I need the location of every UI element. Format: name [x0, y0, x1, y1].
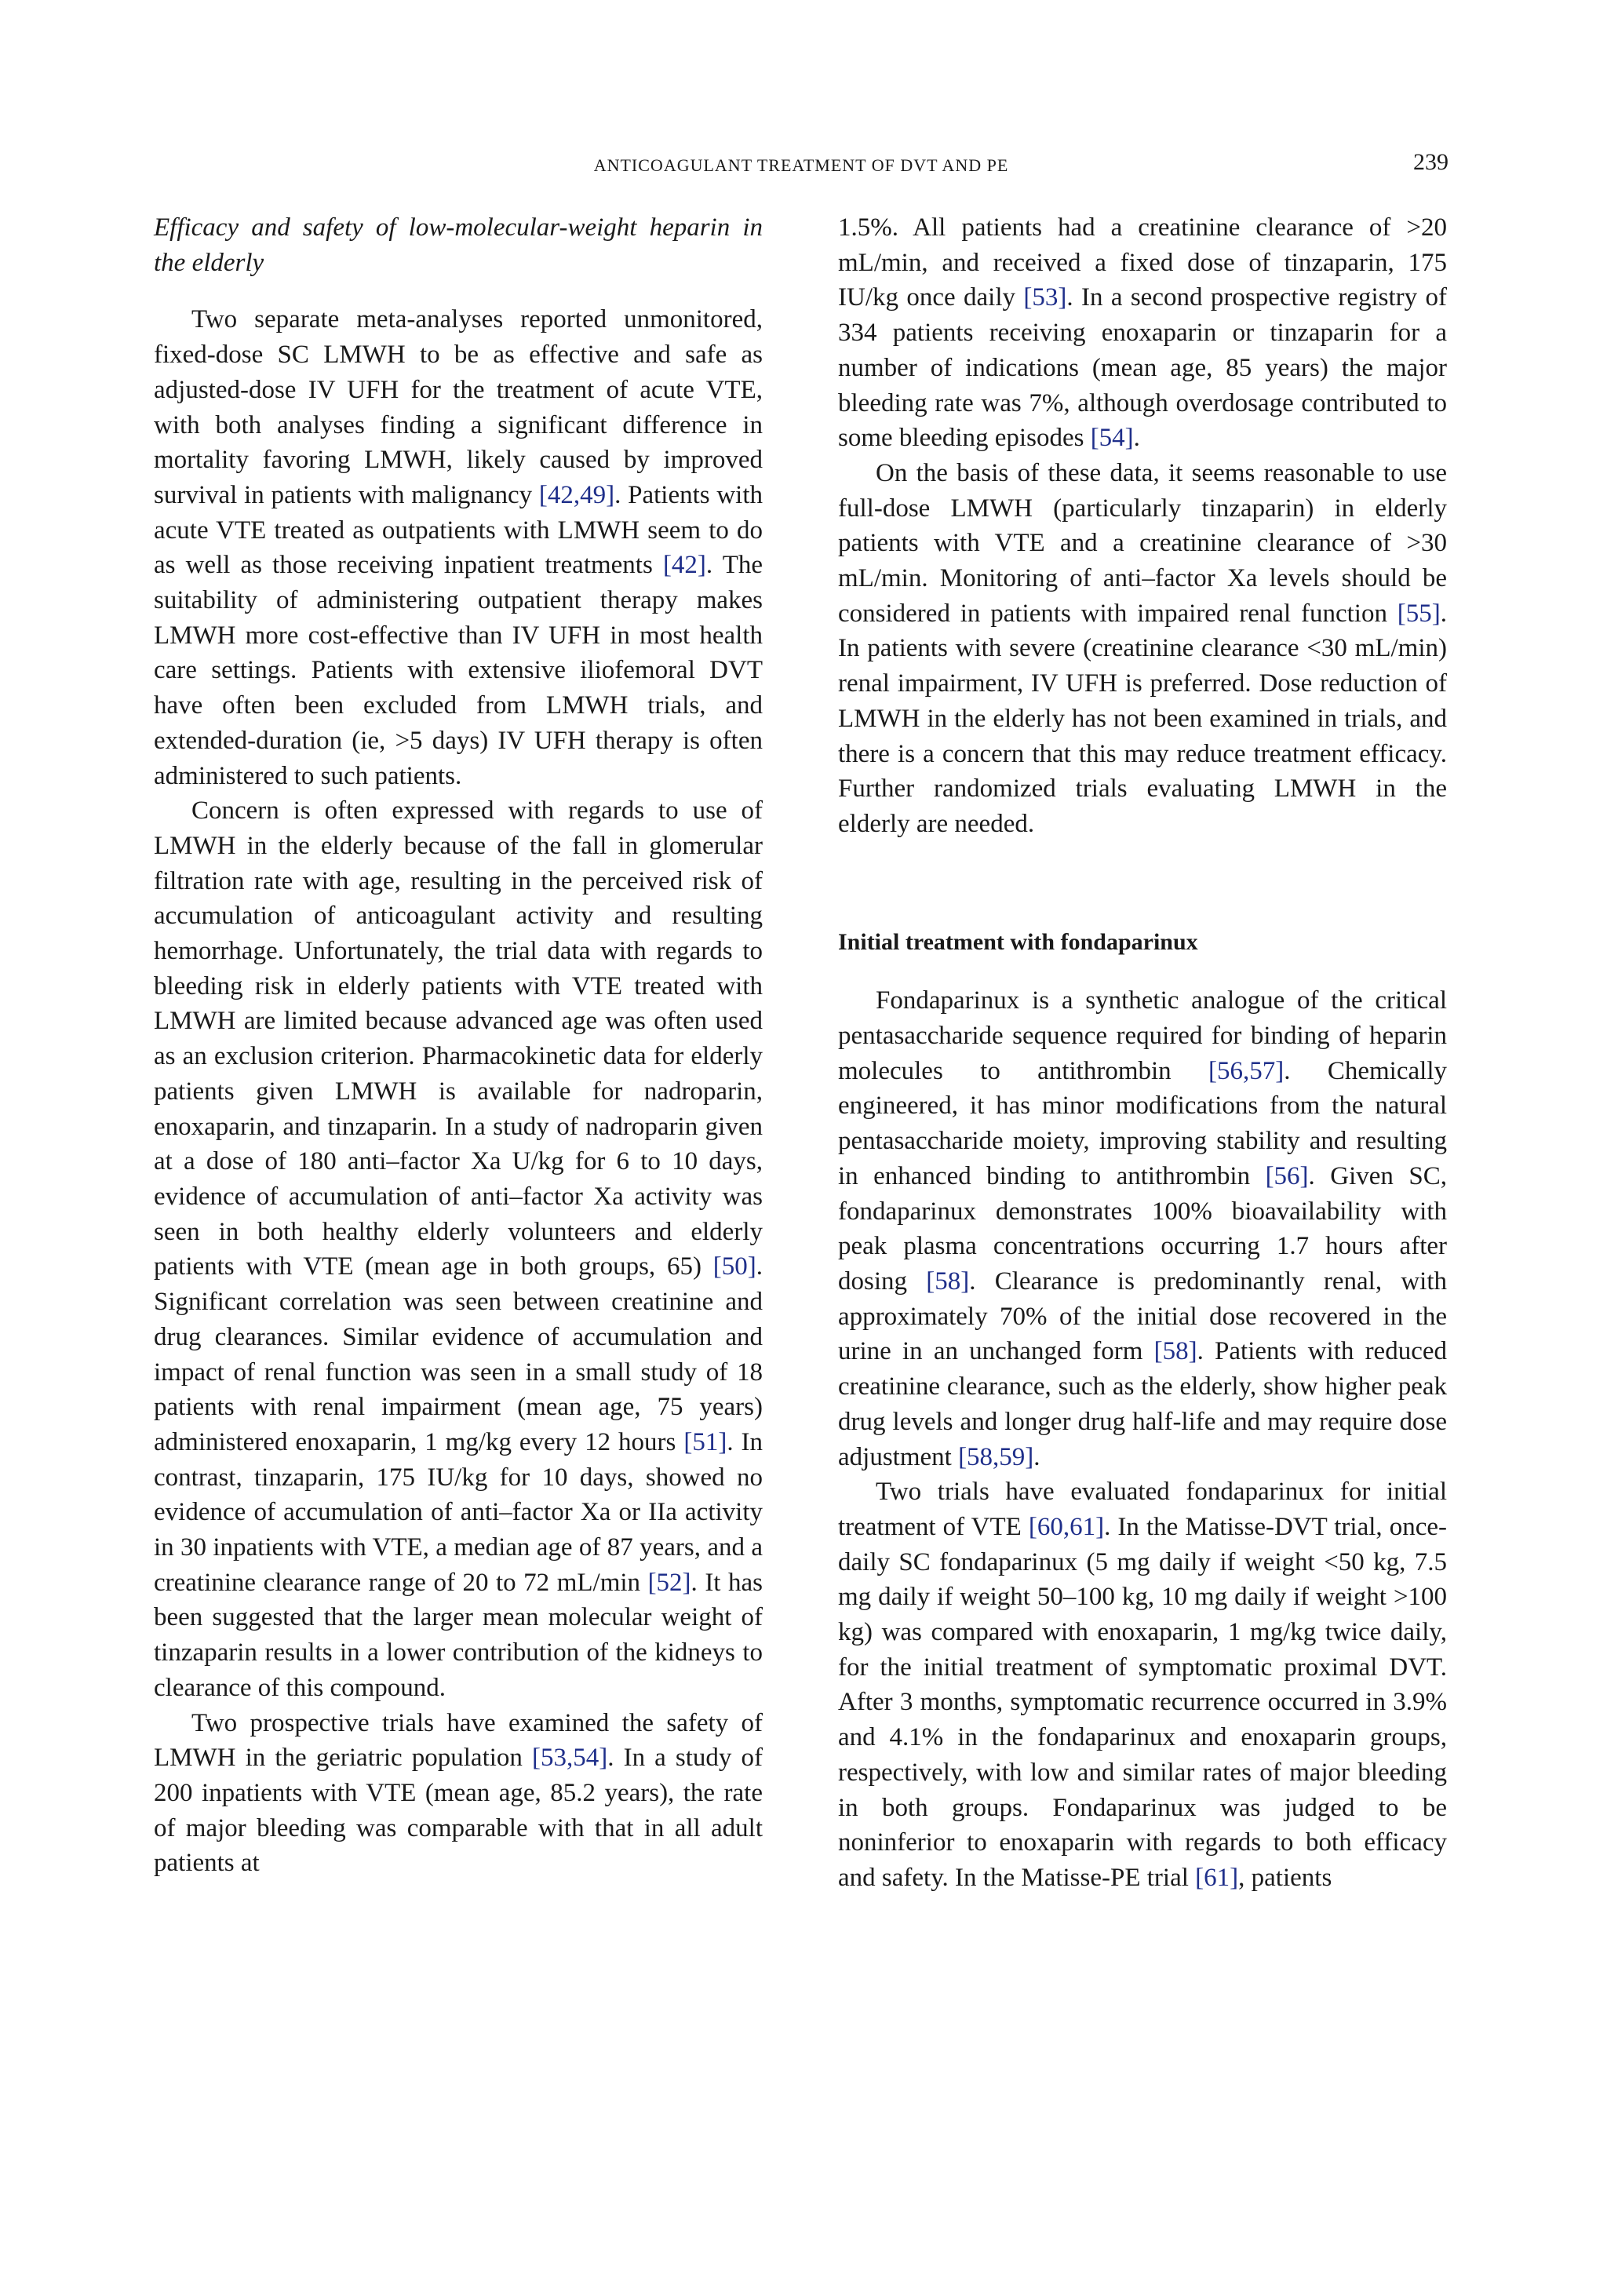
text-run: Two separate meta-analyses reported unmonitored, fixed-dose SC LMWH to be as effective and safe as adjusted-dose IV UFH for the treatment of acute VTE, with both analyses finding a significant difference in mortality favoring LMWH, likely caused by improved survival in patients with malignancy	[154, 305, 763, 509]
spacer	[154, 280, 763, 302]
text-run: On the basis of these data, it seems reasonable to use full-dose LMWH (particularly tinzaparin) in elderly patients with VTE and a creatinine clearance of >30 mL/min. Monitoring of anti–factor Xa levels should be considered in patients with impaired renal function	[838, 458, 1447, 628]
text-run: Two trials have evaluated fondaparinux for initial treatment of VTE	[838, 1478, 1447, 1541]
citation-link[interactable]: [56]	[1265, 1161, 1309, 1190]
text-run: . Significant correlation was seen between creatinine and drug clearances. Similar evidence of accumulation and impact of renal function was seen in a small study of 18 patients with renal impairment (mean age, 75 years) administered enoxaparin, 1 mg/kg every 12 hours	[154, 1252, 763, 1456]
text-run: . Clearance is predominantly renal, with approximately 70% of the initial dose recovered in the urine in an unchanged form	[838, 1266, 1447, 1366]
citation-link[interactable]: [50]	[712, 1252, 756, 1281]
text-run: . It has been suggested that the larger mean molecular weight of tinzaparin results in a lower contribution of the kidneys to clearance of this compound.	[154, 1568, 763, 1702]
citation-link[interactable]: [53]	[1023, 283, 1067, 312]
text-run: Fondaparinux is a synthetic analogue of the critical pentasaccharide sequence required for binding of heparin molecules to antithrombin	[838, 986, 1447, 1085]
text-run: . In patients with severe (creatinine clearance <30 mL/min) renal impairment, IV UFH is preferred. Dose reduction of LMWH in the elderly has not been examined in trials, and there is a concern that this may reduce treatment efficacy. Further randomized trials evaluating LMWH in the elderly are needed.	[838, 599, 1447, 838]
paragraph	[154, 793, 763, 1705]
citation-link[interactable]: [51]	[683, 1427, 727, 1456]
text-run: . Given SC, fondaparinux demonstrates 100% bioavailability with peak plasma concentrations occurring 1.7 hours after dosing	[838, 1161, 1447, 1296]
paragraph	[838, 456, 1447, 842]
text-run: Concern is often expressed with regards to use of LMWH in the elderly because of the fall in glomerular filtration rate with age, resulting in the perceived risk of accumulation of anticoagulant activity and resulting hemorrhage. Unfortunately, the trial data with regards to bleeding risk in elderly patients with VTE treated with LMWH are limited because advanced age was often used as an exclusion criterion. Pharmacokinetic data for elderly patients given LMWH is available for nadroparin, enoxaparin, and tinzaparin. In a study of nadroparin given at a dose of 180 anti–factor Xa U/kg for 6 to 10 days, evidence of accumulation of anti–factor Xa activity was seen in both healthy elderly volunteers and elderly patients with VTE (mean age in both groups, 65)	[154, 796, 763, 1281]
citation-link[interactable]: [55]	[1397, 599, 1441, 628]
citation-link[interactable]: [56,57]	[1208, 1056, 1285, 1085]
paragraph	[154, 1706, 763, 1882]
citation-link[interactable]: [58,59]	[958, 1442, 1034, 1471]
running-header	[154, 149, 1448, 180]
paragraph	[838, 210, 1447, 456]
section-heading: Initial treatment with fondaparinux	[838, 928, 1198, 955]
citation-link[interactable]: [60,61]	[1028, 1512, 1105, 1541]
text-run: .	[1033, 1442, 1040, 1471]
subsection-title: Efficacy and safety of low-molecular-weight heparin in the elderly	[154, 213, 763, 277]
text-run: , patients	[1238, 1863, 1332, 1892]
running-title: ANTICOAGULANT TREATMENT OF DVT AND PE	[593, 155, 1009, 175]
citation-link[interactable]: [61]	[1195, 1863, 1239, 1892]
text-run: . Chemically engineered, it has minor modifications from the natural pentasaccharide moiety, improving stability and resulting in enhanced binding to antithrombin	[838, 1056, 1447, 1190]
citation-link[interactable]: [58]	[926, 1266, 970, 1296]
paragraph	[154, 302, 763, 793]
text-run: . In a second prospective registry of 334 patients receiving enoxaparin or tinzaparin for a number of indications (mean age, 85 years) the major bleeding rate was 7%, although overdosage contributed to some bleeding episodes	[838, 283, 1447, 453]
text-run: 1.5%. All patients had a creatinine clearance of >20 mL/min, and received a fixed dose of tinzaparin, 175 IU/kg once daily	[838, 213, 1447, 312]
right-column	[838, 210, 1447, 1896]
paragraph	[838, 983, 1447, 1474]
text-run: . In contrast, tinzaparin, 175 IU/kg for 10 days, showed no evidence of accumulation of anti–factor Xa or IIa activity in 30 inpatients with VTE, a median age of 87 years, and a creatinine clearance range of 20 to 72 mL/min	[154, 1427, 763, 1597]
text-run: . Patients with reduced creatinine clearance, such as the elderly, show higher peak drug levels and longer drug half-life and may require dose adjustment	[838, 1337, 1447, 1471]
text-run: .	[1133, 424, 1140, 453]
text-run: . The suitability of administering outpatient therapy makes LMWH more cost-effective than IV UFH in most health care settings. Patients with extensive iliofemoral DVT have often been excluded from LMWH trials, and extended-duration (ie, >5 days) IV UFH therapy is often administered to such patients.	[154, 551, 763, 790]
citation-link[interactable]: [54]	[1090, 424, 1134, 453]
paragraph	[838, 1474, 1447, 1895]
text-run: . In a study of 200 inpatients with VTE (mean age, 85.2 years), the rate of major bleeding was comparable with that in all adult patients at	[154, 1744, 763, 1878]
citation-link[interactable]: [42,49]	[538, 480, 615, 509]
left-column	[154, 210, 763, 1881]
citation-link[interactable]: [52]	[647, 1568, 691, 1597]
text-run: . Patients with acute VTE treated as outpatients with LMWH seem to do as well as those receiving inpatient treatments	[154, 480, 763, 580]
citation-link[interactable]: [42]	[662, 551, 706, 580]
citation-link[interactable]: [53,54]	[532, 1744, 608, 1773]
page-number: 239	[1413, 149, 1448, 175]
citation-link[interactable]: [58]	[1153, 1337, 1197, 1366]
text-run: . In the Matisse-DVT trial, once-daily SC fondaparinux (5 mg daily if weight <50 kg, 7.5 mg daily if weight 50–100 kg, 10 mg daily if weight >100 kg) was compared with enoxaparin, 1 mg/kg twice daily, for the initial treatment of symptomatic proximal DVT. After 3 months, symptomatic recurrence occurred in 3.9% and 4.1% in the fondaparinux and enoxaparin groups, respectively, with low and similar rates of major bleeding in both groups. Fondaparinux was judged to be noninferior to enoxaparin with regards to both efficacy and safety. In the Matisse-PE trial	[838, 1512, 1447, 1892]
text-run: Two prospective trials have examined the safety of LMWH in the geriatric population	[154, 1708, 763, 1773]
